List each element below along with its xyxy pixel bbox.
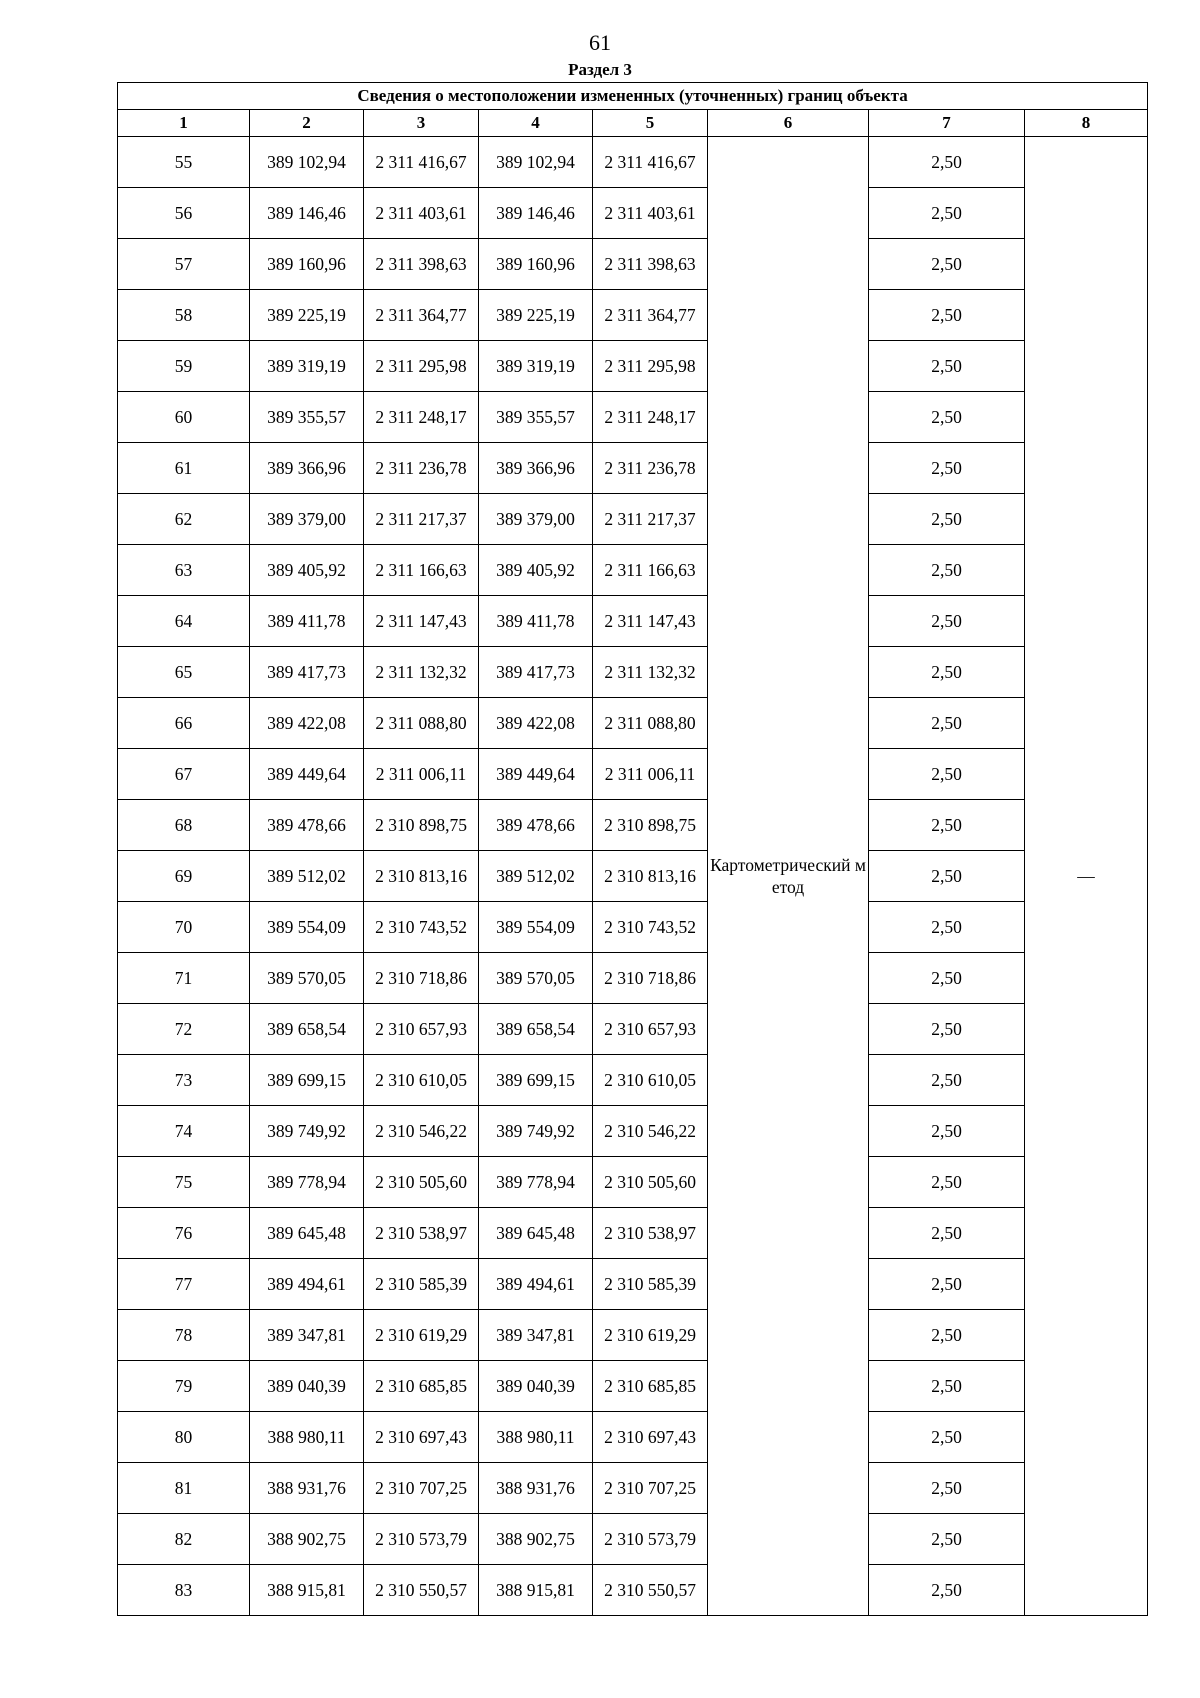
section-title: Раздел 3 xyxy=(568,60,632,79)
new-coord-y-cell: 2 310 813,16 xyxy=(593,851,708,902)
point-number-cell: 80 xyxy=(118,1412,250,1463)
table-row xyxy=(118,239,1148,290)
coord-y-cell: 2 310 657,93 xyxy=(364,1004,479,1055)
table-row xyxy=(118,545,1148,596)
coord-y-cell: 2 311 403,61 xyxy=(364,188,479,239)
new-coord-x-cell: 389 778,94 xyxy=(479,1157,593,1208)
point-number-cell: 73 xyxy=(118,1055,250,1106)
new-coord-x-cell: 389 411,78 xyxy=(479,596,593,647)
point-number-cell: 78 xyxy=(118,1310,250,1361)
column-number: 3 xyxy=(364,110,479,137)
coord-y-cell: 2 311 166,63 xyxy=(364,545,479,596)
accuracy-cell: 2,50 xyxy=(869,290,1025,341)
new-coord-y-cell: 2 311 236,78 xyxy=(593,443,708,494)
table-row xyxy=(118,494,1148,545)
coord-x-cell: 388 915,81 xyxy=(250,1565,364,1616)
coord-y-cell: 2 311 236,78 xyxy=(364,443,479,494)
new-coord-x-cell: 389 102,94 xyxy=(479,137,593,188)
new-coord-x-cell: 389 570,05 xyxy=(479,953,593,1004)
column-number: 2 xyxy=(250,110,364,137)
coord-y-cell: 2 310 697,43 xyxy=(364,1412,479,1463)
table-row xyxy=(118,596,1148,647)
new-coord-y-cell: 2 311 403,61 xyxy=(593,188,708,239)
coord-x-cell: 389 554,09 xyxy=(250,902,364,953)
coord-x-cell: 389 512,02 xyxy=(250,851,364,902)
page-number: 61 xyxy=(589,30,611,55)
new-coord-x-cell: 389 225,19 xyxy=(479,290,593,341)
new-coord-y-cell: 2 311 147,43 xyxy=(593,596,708,647)
coord-y-cell: 2 310 546,22 xyxy=(364,1106,479,1157)
coord-x-cell: 389 225,19 xyxy=(250,290,364,341)
point-number-cell: 59 xyxy=(118,341,250,392)
accuracy-cell: 2,50 xyxy=(869,953,1025,1004)
coord-y-cell: 2 310 610,05 xyxy=(364,1055,479,1106)
coord-y-cell: 2 310 898,75 xyxy=(364,800,479,851)
new-coord-x-cell: 389 494,61 xyxy=(479,1259,593,1310)
coord-x-cell: 389 778,94 xyxy=(250,1157,364,1208)
new-coord-y-cell: 2 311 006,11 xyxy=(593,749,708,800)
table-caption: Сведения о местоположении измененных (уточненных) границ объекта xyxy=(118,83,1148,110)
accuracy-cell: 2,50 xyxy=(869,902,1025,953)
accuracy-cell: 2,50 xyxy=(869,1310,1025,1361)
point-number-cell: 61 xyxy=(118,443,250,494)
table-row xyxy=(118,188,1148,239)
new-coord-y-cell: 2 310 685,85 xyxy=(593,1361,708,1412)
new-coord-x-cell: 389 478,66 xyxy=(479,800,593,851)
column-number: 6 xyxy=(708,110,869,137)
coord-y-cell: 2 310 585,39 xyxy=(364,1259,479,1310)
coord-y-cell: 2 311 398,63 xyxy=(364,239,479,290)
accuracy-cell: 2,50 xyxy=(869,1055,1025,1106)
accuracy-cell: 2,50 xyxy=(869,800,1025,851)
coord-x-cell: 389 749,92 xyxy=(250,1106,364,1157)
point-number-cell: 58 xyxy=(118,290,250,341)
coord-y-cell: 2 311 006,11 xyxy=(364,749,479,800)
new-coord-y-cell: 2 310 707,25 xyxy=(593,1463,708,1514)
coord-x-cell: 389 658,54 xyxy=(250,1004,364,1055)
accuracy-cell: 2,50 xyxy=(869,1106,1025,1157)
accuracy-cell: 2,50 xyxy=(869,1412,1025,1463)
point-number-cell: 77 xyxy=(118,1259,250,1310)
coord-x-cell: 389 355,57 xyxy=(250,392,364,443)
new-coord-x-cell: 389 160,96 xyxy=(479,239,593,290)
table-row xyxy=(118,392,1148,443)
table-row xyxy=(118,902,1148,953)
accuracy-cell: 2,50 xyxy=(869,341,1025,392)
coord-y-cell: 2 311 248,17 xyxy=(364,392,479,443)
point-number-cell: 68 xyxy=(118,800,250,851)
accuracy-cell: 2,50 xyxy=(869,1514,1025,1565)
new-coord-y-cell: 2 310 505,60 xyxy=(593,1157,708,1208)
coord-y-cell: 2 311 217,37 xyxy=(364,494,479,545)
table-row xyxy=(118,443,1148,494)
boundary-coordinates-table xyxy=(117,82,1148,1616)
table-row xyxy=(118,137,1148,188)
coord-y-cell: 2 310 538,97 xyxy=(364,1208,479,1259)
accuracy-cell: 2,50 xyxy=(869,545,1025,596)
point-number-cell: 62 xyxy=(118,494,250,545)
coord-x-cell: 388 931,76 xyxy=(250,1463,364,1514)
new-coord-y-cell: 2 310 743,52 xyxy=(593,902,708,953)
coord-x-cell: 389 405,92 xyxy=(250,545,364,596)
coord-y-cell: 2 311 132,32 xyxy=(364,647,479,698)
accuracy-cell: 2,50 xyxy=(869,392,1025,443)
accuracy-cell: 2,50 xyxy=(869,239,1025,290)
point-number-cell: 57 xyxy=(118,239,250,290)
new-coord-y-cell: 2 311 416,67 xyxy=(593,137,708,188)
new-coord-x-cell: 389 449,64 xyxy=(479,749,593,800)
new-coord-x-cell: 389 366,96 xyxy=(479,443,593,494)
new-coord-y-cell: 2 310 619,29 xyxy=(593,1310,708,1361)
coord-x-cell: 389 379,00 xyxy=(250,494,364,545)
coord-y-cell: 2 310 685,85 xyxy=(364,1361,479,1412)
coord-y-cell: 2 311 364,77 xyxy=(364,290,479,341)
new-coord-y-cell: 2 310 573,79 xyxy=(593,1514,708,1565)
accuracy-cell: 2,50 xyxy=(869,137,1025,188)
table-row xyxy=(118,749,1148,800)
method-cell: Картометрический метод xyxy=(708,137,869,1616)
new-coord-y-cell: 2 311 132,32 xyxy=(593,647,708,698)
point-number-cell: 69 xyxy=(118,851,250,902)
new-coord-x-cell: 389 379,00 xyxy=(479,494,593,545)
table-row xyxy=(118,1106,1148,1157)
point-number-cell: 65 xyxy=(118,647,250,698)
coord-x-cell: 389 366,96 xyxy=(250,443,364,494)
coord-x-cell: 389 645,48 xyxy=(250,1208,364,1259)
new-coord-x-cell: 388 902,75 xyxy=(479,1514,593,1565)
accuracy-cell: 2,50 xyxy=(869,1157,1025,1208)
coord-y-cell: 2 310 573,79 xyxy=(364,1514,479,1565)
point-number-cell: 75 xyxy=(118,1157,250,1208)
coord-y-cell: 2 310 505,60 xyxy=(364,1157,479,1208)
column-8-cell: — xyxy=(1025,137,1148,1616)
coord-x-cell: 389 494,61 xyxy=(250,1259,364,1310)
new-coord-y-cell: 2 310 697,43 xyxy=(593,1412,708,1463)
point-number-cell: 82 xyxy=(118,1514,250,1565)
table-row xyxy=(118,290,1148,341)
table-row xyxy=(118,1412,1148,1463)
coord-x-cell: 389 319,19 xyxy=(250,341,364,392)
point-number-cell: 81 xyxy=(118,1463,250,1514)
new-coord-x-cell: 388 915,81 xyxy=(479,1565,593,1616)
new-coord-y-cell: 2 310 546,22 xyxy=(593,1106,708,1157)
new-coord-y-cell: 2 310 657,93 xyxy=(593,1004,708,1055)
point-number-cell: 70 xyxy=(118,902,250,953)
new-coord-x-cell: 389 417,73 xyxy=(479,647,593,698)
new-coord-y-cell: 2 311 217,37 xyxy=(593,494,708,545)
table-row xyxy=(118,1361,1148,1412)
coord-x-cell: 389 699,15 xyxy=(250,1055,364,1106)
new-coord-y-cell: 2 311 248,17 xyxy=(593,392,708,443)
accuracy-cell: 2,50 xyxy=(869,443,1025,494)
coord-y-cell: 2 310 718,86 xyxy=(364,953,479,1004)
table-row xyxy=(118,1565,1148,1616)
table-body xyxy=(118,137,1148,1616)
new-coord-x-cell: 389 347,81 xyxy=(479,1310,593,1361)
point-number-cell: 67 xyxy=(118,749,250,800)
coord-y-cell: 2 311 416,67 xyxy=(364,137,479,188)
new-coord-y-cell: 2 311 398,63 xyxy=(593,239,708,290)
new-coord-y-cell: 2 310 610,05 xyxy=(593,1055,708,1106)
point-number-cell: 66 xyxy=(118,698,250,749)
coord-x-cell: 389 102,94 xyxy=(250,137,364,188)
table-row xyxy=(118,1055,1148,1106)
new-coord-x-cell: 388 931,76 xyxy=(479,1463,593,1514)
coord-y-cell: 2 310 743,52 xyxy=(364,902,479,953)
table-row xyxy=(118,1004,1148,1055)
new-coord-x-cell: 389 512,02 xyxy=(479,851,593,902)
accuracy-cell: 2,50 xyxy=(869,749,1025,800)
coord-y-cell: 2 310 619,29 xyxy=(364,1310,479,1361)
table-row xyxy=(118,800,1148,851)
new-coord-y-cell: 2 311 364,77 xyxy=(593,290,708,341)
coord-x-cell: 389 478,66 xyxy=(250,800,364,851)
accuracy-cell: 2,50 xyxy=(869,596,1025,647)
table-row xyxy=(118,647,1148,698)
new-coord-y-cell: 2 311 088,80 xyxy=(593,698,708,749)
accuracy-cell: 2,50 xyxy=(869,1565,1025,1616)
column-number: 5 xyxy=(593,110,708,137)
coord-y-cell: 2 310 550,57 xyxy=(364,1565,479,1616)
point-number-cell: 56 xyxy=(118,188,250,239)
new-coord-x-cell: 389 146,46 xyxy=(479,188,593,239)
table-row xyxy=(118,341,1148,392)
new-coord-x-cell: 389 658,54 xyxy=(479,1004,593,1055)
table-row xyxy=(118,1208,1148,1259)
new-coord-x-cell: 389 040,39 xyxy=(479,1361,593,1412)
new-coord-x-cell: 389 645,48 xyxy=(479,1208,593,1259)
coord-x-cell: 389 422,08 xyxy=(250,698,364,749)
coord-x-cell: 388 902,75 xyxy=(250,1514,364,1565)
coord-y-cell: 2 311 088,80 xyxy=(364,698,479,749)
new-coord-x-cell: 389 699,15 xyxy=(479,1055,593,1106)
new-coord-x-cell: 389 554,09 xyxy=(479,902,593,953)
accuracy-cell: 2,50 xyxy=(869,188,1025,239)
new-coord-y-cell: 2 311 295,98 xyxy=(593,341,708,392)
new-coord-y-cell: 2 310 898,75 xyxy=(593,800,708,851)
new-coord-y-cell: 2 310 585,39 xyxy=(593,1259,708,1310)
point-number-cell: 64 xyxy=(118,596,250,647)
coord-x-cell: 389 146,46 xyxy=(250,188,364,239)
accuracy-cell: 2,50 xyxy=(869,1004,1025,1055)
coord-x-cell: 389 160,96 xyxy=(250,239,364,290)
coord-y-cell: 2 310 707,25 xyxy=(364,1463,479,1514)
point-number-cell: 83 xyxy=(118,1565,250,1616)
point-number-cell: 72 xyxy=(118,1004,250,1055)
accuracy-cell: 2,50 xyxy=(869,1463,1025,1514)
coord-x-cell: 389 411,78 xyxy=(250,596,364,647)
coord-x-cell: 388 980,11 xyxy=(250,1412,364,1463)
table-row xyxy=(118,1514,1148,1565)
table-row xyxy=(118,1310,1148,1361)
coord-x-cell: 389 347,81 xyxy=(250,1310,364,1361)
point-number-cell: 79 xyxy=(118,1361,250,1412)
new-coord-y-cell: 2 310 538,97 xyxy=(593,1208,708,1259)
new-coord-x-cell: 388 980,11 xyxy=(479,1412,593,1463)
accuracy-cell: 2,50 xyxy=(869,698,1025,749)
point-number-cell: 71 xyxy=(118,953,250,1004)
accuracy-cell: 2,50 xyxy=(869,1208,1025,1259)
accuracy-cell: 2,50 xyxy=(869,647,1025,698)
column-number: 1 xyxy=(118,110,250,137)
point-number-cell: 55 xyxy=(118,137,250,188)
new-coord-x-cell: 389 319,19 xyxy=(479,341,593,392)
column-number: 7 xyxy=(869,110,1025,137)
coord-x-cell: 389 417,73 xyxy=(250,647,364,698)
coord-x-cell: 389 570,05 xyxy=(250,953,364,1004)
table-row xyxy=(118,1259,1148,1310)
column-number: 4 xyxy=(479,110,593,137)
accuracy-cell: 2,50 xyxy=(869,1259,1025,1310)
new-coord-x-cell: 389 422,08 xyxy=(479,698,593,749)
table-row xyxy=(118,1463,1148,1514)
new-coord-y-cell: 2 311 166,63 xyxy=(593,545,708,596)
new-coord-x-cell: 389 355,57 xyxy=(479,392,593,443)
point-number-cell: 76 xyxy=(118,1208,250,1259)
coord-y-cell: 2 310 813,16 xyxy=(364,851,479,902)
table-row xyxy=(118,698,1148,749)
new-coord-x-cell: 389 749,92 xyxy=(479,1106,593,1157)
point-number-cell: 74 xyxy=(118,1106,250,1157)
table-row xyxy=(118,1157,1148,1208)
point-number-cell: 63 xyxy=(118,545,250,596)
coord-x-cell: 389 040,39 xyxy=(250,1361,364,1412)
table-row xyxy=(118,851,1148,902)
accuracy-cell: 2,50 xyxy=(869,851,1025,902)
coord-y-cell: 2 311 295,98 xyxy=(364,341,479,392)
accuracy-cell: 2,50 xyxy=(869,494,1025,545)
new-coord-y-cell: 2 310 718,86 xyxy=(593,953,708,1004)
table-row xyxy=(118,953,1148,1004)
accuracy-cell: 2,50 xyxy=(869,1361,1025,1412)
new-coord-x-cell: 389 405,92 xyxy=(479,545,593,596)
point-number-cell: 60 xyxy=(118,392,250,443)
coord-x-cell: 389 449,64 xyxy=(250,749,364,800)
column-number: 8 xyxy=(1025,110,1148,137)
coord-y-cell: 2 311 147,43 xyxy=(364,596,479,647)
new-coord-y-cell: 2 310 550,57 xyxy=(593,1565,708,1616)
